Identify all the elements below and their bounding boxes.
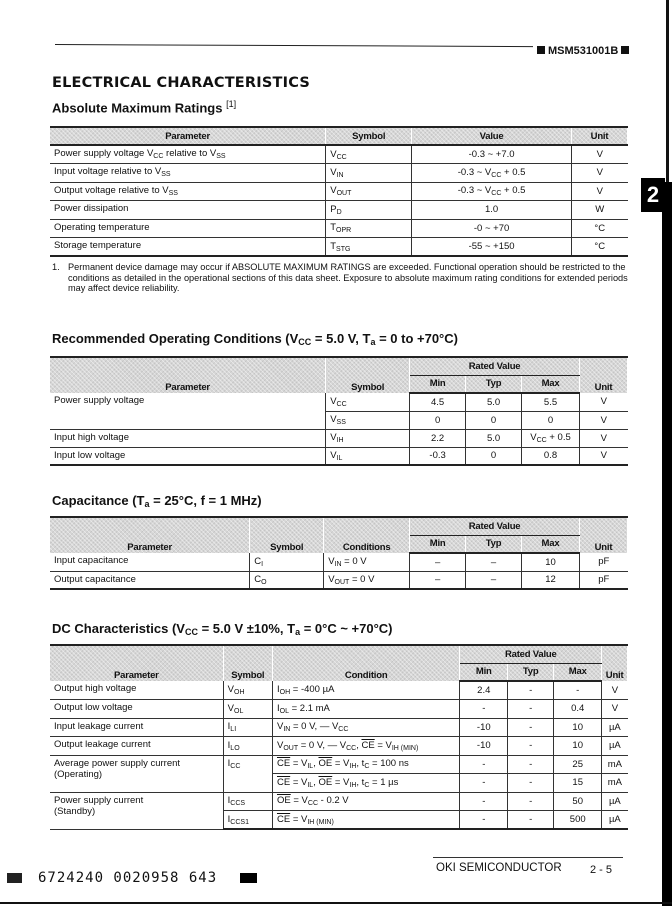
page-edge-line (666, 0, 669, 182)
col-parameter: Parameter (50, 645, 223, 681)
col-min: Min (410, 375, 466, 393)
col-parameter: Parameter (50, 127, 326, 145)
col-symbol: Symbol (223, 645, 272, 681)
square-bullet-icon (621, 46, 629, 54)
page-number: 2 - 5 (590, 864, 613, 876)
col-typ: Typ (466, 535, 522, 553)
col-symbol: Symbol (326, 357, 410, 393)
square-bullet-icon (537, 46, 545, 54)
col-typ: Typ (466, 375, 522, 393)
col-max: Max (522, 535, 580, 553)
col-parameter: Parameter (50, 357, 326, 393)
barcode-marker-icon (240, 873, 257, 883)
dc-heading: DC Characteristics ($V_{CC} = 5.0$ V ±10%, $T_a = 0^\circ C$ ~ +70°C) (52, 621, 393, 637)
table-row: Output capacitance $C_O$ $V_{OUT} = 0$ V – – 12 pF (50, 571, 628, 589)
col-value: Value (412, 127, 572, 145)
page-edge-strip (662, 182, 672, 906)
col-rated-value: Rated Value (410, 357, 580, 375)
col-rated-value: Rated Value (410, 517, 580, 535)
table-row: Power supply voltage $V_{CC}$ 4.5 5.0 5.5 V (50, 393, 628, 411)
table-row: Power dissipation $P_D$ 1.0 W (50, 201, 628, 220)
col-typ: Typ (508, 663, 554, 681)
table-row: Average power supply current (Operating) $I_{CC}$ $\overline{CE} = V_{IL}$, $\overline{OE} = V_{IH}$, $t_C = 100$ ns - - 25 mA (50, 755, 628, 774)
barcode-text: 6724240 0020958 643 (38, 870, 218, 886)
recommended-table (50, 356, 628, 466)
footer-company: OKI SEMICONDUCTOR (436, 862, 562, 874)
section-tab: 2 (641, 178, 665, 212)
table-row: Output high voltage $V_{OH}$ $I_{OH} = -400$ µA 2.4 - - V (50, 681, 628, 700)
capacitance-table (50, 516, 628, 590)
table-row: Power supply voltage $V_{CC}$ relative to $V_{SS}$ $V_{CC}$ -0.3 ~ +7.0 V (50, 145, 628, 164)
table-row: Input low voltage $V_{IL}$ -0.3 0 0.8 V (50, 447, 628, 465)
col-symbol: Symbol (326, 127, 412, 145)
table-row: $\overline{CE} = V_{IL}$, $\overline{OE} = V_{IH}$, $t_C = 1$ µs - - 15 mA (50, 774, 628, 793)
table-row: Power supply current (Standby) $I_{CCS}$ $\overline{OE} = V_{CC} - 0.2$ V - - 50 µA (50, 792, 628, 811)
header-rule (55, 44, 533, 47)
bottom-rule (0, 902, 672, 904)
col-min: Min (410, 535, 466, 553)
col-min: Min (460, 663, 508, 681)
dc-table (50, 644, 628, 830)
abs-max-heading: Absolute Maximum Ratings [1] (52, 99, 237, 116)
col-max: Max (554, 663, 602, 681)
recommended-heading: Recommended Operating Conditions ($V_{CC} = 5.0$ V, $T_a = 0$ to +70°C) (52, 331, 458, 347)
col-unit: Unit (580, 357, 628, 393)
table-row: Input high voltage $V_{IH}$ 2.2 5.0 $V_{CC} + 0.5$ V (50, 429, 628, 447)
col-symbol: Symbol (250, 517, 324, 553)
col-max: Max (522, 375, 580, 393)
table-row: Input leakage current $I_{LI}$ $V_{IN} = 0$ V, — $V_{CC}$ -10 - 10 µA (50, 718, 628, 737)
table-row: Output voltage relative to $V_{SS}$ $V_{OUT}$ -0.3 ~ $V_{CC} + 0.5$ V (50, 182, 628, 201)
table-row: Output low voltage $V_{OL}$ $I_{OL} = 2.1$ mA - - 0.4 V (50, 700, 628, 719)
capacitance-heading: Capacitance ($T_a = 25^\circ C$, f = 1 MHz) (52, 493, 262, 509)
table-row: $V_{SS}$ 0 0 0 V (50, 411, 628, 429)
table-row: Storage temperature $T_{STG}$ -55 ~ +150 °C (50, 238, 628, 257)
barcode-marker-icon (7, 873, 22, 883)
col-unit: Unit (572, 127, 628, 145)
col-unit: Unit (602, 645, 628, 681)
table-row: Input voltage relative to $V_{SS}$ $V_{IN}$ -0.3 ~ $V_{CC} + 0.5$ V (50, 164, 628, 183)
col-rated-value: Rated Value (460, 645, 602, 663)
col-condition: Condition (272, 645, 459, 681)
table-row: Output leakage current $I_{LO}$ $V_{OUT} = 0$ V, — $V_{CC}$, $\overline{CE} = V_{IH (MIN)}$ -10 - 10 µA (50, 737, 628, 756)
footer-rule (433, 857, 623, 858)
table-row: $I_{CCS1}$ $\overline{CE} = V_{IH (MIN)}$ - - 500 µA (50, 811, 628, 830)
part-number: MSM531001B (534, 45, 632, 57)
table-row: Operating temperature $T_{OPR}$ -0 ~ +70 °C (50, 219, 628, 238)
col-unit: Unit (579, 517, 627, 553)
abs-max-table (50, 126, 628, 257)
table-row: Input capacitance $C_I$ $V_{IN} = 0$ V – – 10 pF (50, 553, 628, 571)
page-title: ELECTRICAL CHARACTERISTICS (52, 75, 310, 91)
col-conditions: Conditions (324, 517, 410, 553)
footnote: 1. Permanent device damage may occur if ABSOLUTE MAXIMUM RATINGS are exceeded. Functional operation should be restricted to the conditions as detailed in the operational sections of this data sheet. Exposure to absolute maximum rating conditions for extended periods may affect device reliability. (52, 262, 628, 293)
col-parameter: Parameter (50, 517, 250, 553)
